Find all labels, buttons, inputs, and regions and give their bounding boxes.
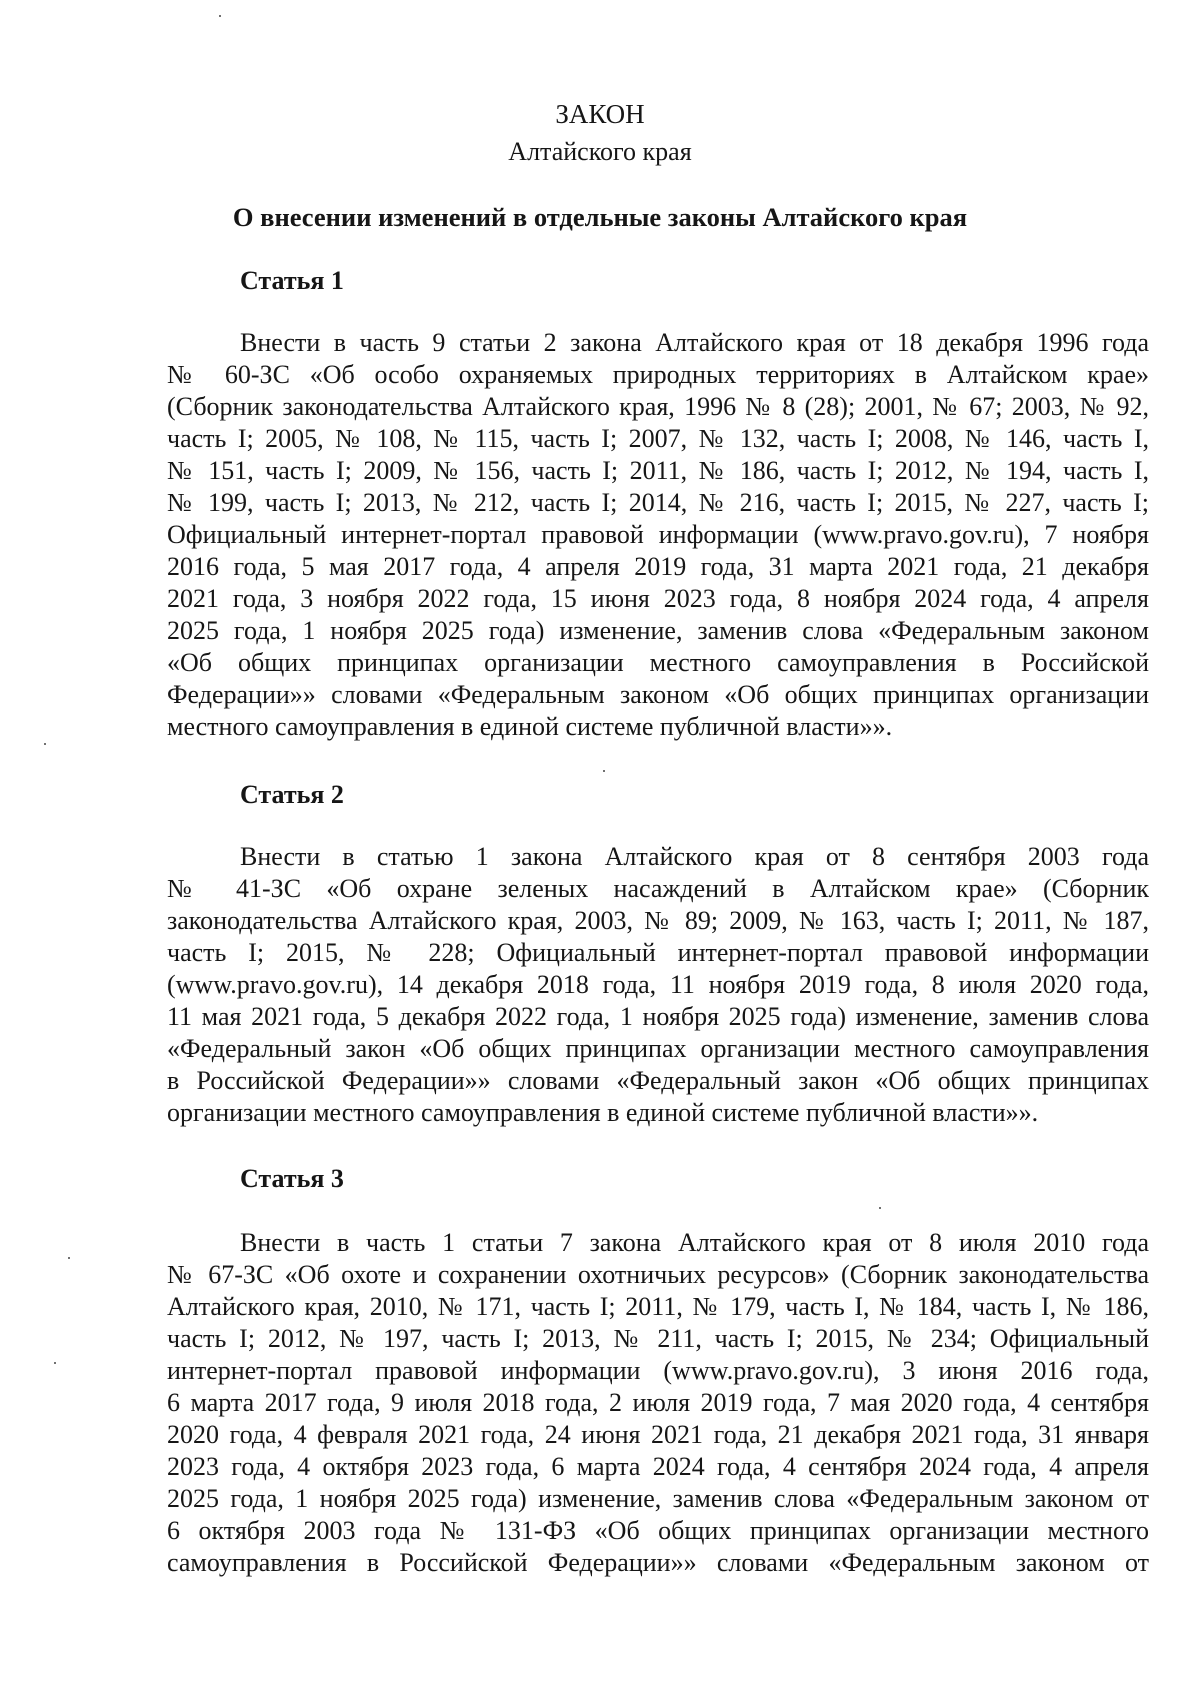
scan-speck [68,1257,70,1259]
text-line: организации местного самоуправления в единой системе публичной власти»». [167,1098,1039,1127]
text-line: № 60-ЗС «Об особо охраняемых природных территориях в Алтайском крае» [167,360,1149,389]
scan-speck [603,770,605,772]
article-1-heading: Статья 1 [240,266,344,295]
text-line: в Российской Федерации»» словами «Федеральный закон «Об общих принципах [167,1066,1149,1095]
scan-speck [879,1207,881,1209]
text-line: часть I; 2012, № 197, часть I; 2013, № 211, часть I; 2015, № 234; Официальный [167,1324,1149,1353]
law-region: Алтайского края [508,137,692,166]
law-title: ЗАКОН [555,99,645,129]
text-line: 2025 года, 1 ноября 2025 года) изменение, заменив слова «Федеральным законом от [167,1484,1149,1513]
text-line: законодательства Алтайского края, 2003, № 89; 2009, № 163, часть I; 2011, № 187, [167,906,1149,935]
text-line: Внести в часть 1 статьи 7 закона Алтайского края от 8 июля 2010 года [240,1228,1149,1257]
text-line: 11 мая 2021 года, 5 декабря 2022 года, 1 ноября 2025 года) изменение, заменив слова [167,1002,1149,1031]
scan-speck [219,15,221,17]
text-line: № 41-ЗС «Об охране зеленых насаждений в Алтайском крае» (Сборник [167,874,1149,903]
article-2-heading: Статья 2 [240,780,344,809]
text-line: 2023 года, 4 октября 2023 года, 6 марта 2024 года, 4 сентября 2024 года, 4 апреля [167,1452,1149,1481]
article-1-text [167,327,1149,743]
text-line: «Федеральный закон «Об общих принципах организации местного самоуправления [167,1034,1149,1063]
text-line: самоуправления в Российской Федерации»» словами «Федеральным законом от [167,1548,1149,1577]
text-line: 2021 года, 3 ноября 2022 года, 15 июня 2023 года, 8 ноября 2024 года, 4 апреля [167,584,1149,613]
text-line: № 151, часть I; 2009, № 156, часть I; 2011, № 186, часть I; 2012, № 194, часть I, [167,456,1149,485]
text-line: № 67-ЗС «Об охоте и сохранении охотничьих ресурсов» (Сборник законодательства [167,1260,1149,1289]
text-line: 2016 года, 5 мая 2017 года, 4 апреля 2019 года, 31 марта 2021 года, 21 декабря [167,552,1149,581]
text-line: местного самоуправления в единой системе публичной власти»». [167,712,893,741]
text-line: 6 марта 2017 года, 9 июля 2018 года, 2 июля 2019 года, 7 мая 2020 года, 4 сентября [167,1388,1149,1417]
text-line: «Об общих принципах организации местного самоуправления в Российской [167,648,1149,677]
text-line: Внести в статью 1 закона Алтайского края от 8 сентября 2003 года [240,842,1149,871]
text-line: Федерации»» словами «Федеральным законом «Об общих принципах организации [167,680,1149,709]
scan-speck [54,1362,56,1364]
text-line: Внести в часть 9 статьи 2 закона Алтайского края от 18 декабря 1996 года [240,328,1149,357]
article-2-text [167,841,1149,1129]
text-line: интернет-портал правовой информации (www.pravo.gov.ru), 3 июня 2016 года, [167,1356,1149,1385]
text-line: 6 октября 2003 года № 131-ФЗ «Об общих принципах организации местного [167,1516,1149,1545]
article-3-heading: Статья 3 [240,1164,344,1193]
text-line: Официальный интернет-портал правовой информации (www.pravo.gov.ru), 7 ноября [167,520,1149,549]
text-line: (Сборник законодательства Алтайского края, 1996 № 8 (28); 2001, № 67; 2003, № 92, [167,392,1149,421]
text-line: часть I; 2005, № 108, № 115, часть I; 2007, № 132, часть I; 2008, № 146, часть I, [167,424,1149,453]
text-line: часть I; 2015, № 228; Официальный интернет-портал правовой информации [167,938,1149,967]
text-line: Алтайского края, 2010, № 171, часть I; 2011, № 179, часть I, № 184, часть I, № 186, [167,1292,1149,1321]
law-subject: О внесении изменений в отдельные законы Алтайского края [232,202,968,232]
text-line: № 199, часть I; 2013, № 212, часть I; 2014, № 216, часть I; 2015, № 227, часть I; [167,488,1149,517]
text-line: (www.pravo.gov.ru), 14 декабря 2018 года, 11 ноября 2019 года, 8 июля 2020 года, [167,970,1149,999]
text-line: 2020 года, 4 февраля 2021 года, 24 июня 2021 года, 21 декабря 2021 года, 31 января [167,1420,1149,1449]
text-line: 2025 года, 1 ноября 2025 года) изменение, заменив слова «Федеральным законом [167,616,1149,645]
article-3-text [167,1227,1149,1579]
scan-speck [44,743,46,745]
